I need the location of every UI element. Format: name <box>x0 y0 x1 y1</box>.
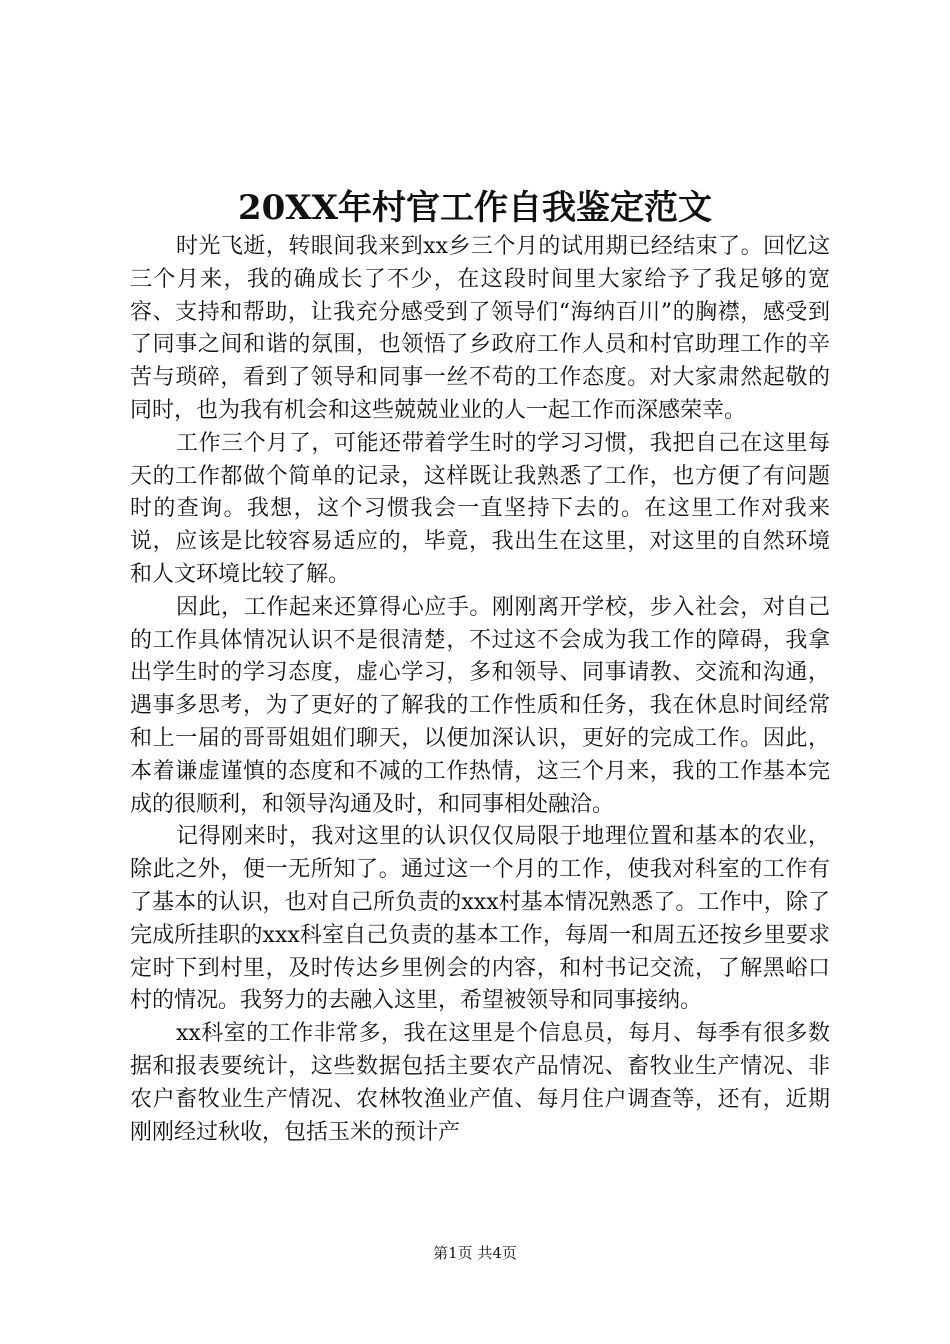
document-title: 20XX年村官工作自我鉴定范文 <box>237 188 713 228</box>
paragraph-2: 工作三个月了，可能还带着学生时的学习习惯，我把自己在这里每天的工作都做个简单的记录，这样既让我熟悉了工作，也方便了有问题时的查询。我想，这个习惯我会一直坚持下去的。在这里工作对我来说，应该是比较容易适应的，毕竟，我出生在这里，对这里的自然环境和人文环境比较了解。 <box>130 430 830 587</box>
page-footer: 第1页 共4页 <box>433 1244 517 1262</box>
document-body <box>130 231 830 1149</box>
paragraph-1: 时光飞逝，转眼间我来到xx乡三个月的试用期已经结束了。回忆这三个月来，我的确成长了不少，在这段时间里大家给予了我足够的宽容、支持和帮助，让我充分感受到了领导们“海纳百川”的胸襟，感受到了同事之间和谐的氛围，也领悟了乡政府工作人员和村官助理工作的辛苦与琐碎，看到了领导和同事一丝不苟的工作态度。对大家肃然起敬的同时，也为我有机会和这些兢兢业业的人一起工作而深感荣幸。 <box>130 234 830 423</box>
paragraph-4: 记得刚来时，我对这里的认识仅仅局限于地理位置和基本的农业，除此之外，便一无所知了。通过这一个月的工作，使我对科室的工作有了基本的认识，也对自己所负责的xxx村基本情况熟悉了。工作中，除了完成所挂职的xxx科室自己负责的基本工作，每周一和周五还按乡里要求定时下到村里，及时传达乡里例会的内容，和村书记交流，了解黑峪口村的情况。我努力的去融入这里，希望被领导和同事接纳。 <box>130 824 830 1014</box>
paragraph-3: 因此，工作起来还算得心应手。刚刚离开学校，步入社会，对自己的工作具体情况认识不是很清楚，不过这不会成为我工作的障碍，我拿出学生时的学习态度，虚心学习，多和领导、同事请教、交流和沟通，遇事多思考，为了更好的了解我的工作性质和任务，我在休息时间经常和上一届的哥哥姐姐们聊天，以便加深认识，更好的完成工作。因此，本着谦虚谨慎的态度和不减的工作热情，这三个月来，我的工作基本完成的很顺利，和领导沟通及时，和同事相处融洽。 <box>130 594 830 817</box>
paragraph-5: xx科室的工作非常多，我在这里是个信息员，每月、每季有很多数据和报表要统计，这些数据包括主要农产品情况、畜牧业生产情况、非农户畜牧业生产情况、农林牧渔业产值、每月住户调查等，还有，近期刚刚经过秋收，包括玉米的预计产 <box>130 1021 830 1145</box>
